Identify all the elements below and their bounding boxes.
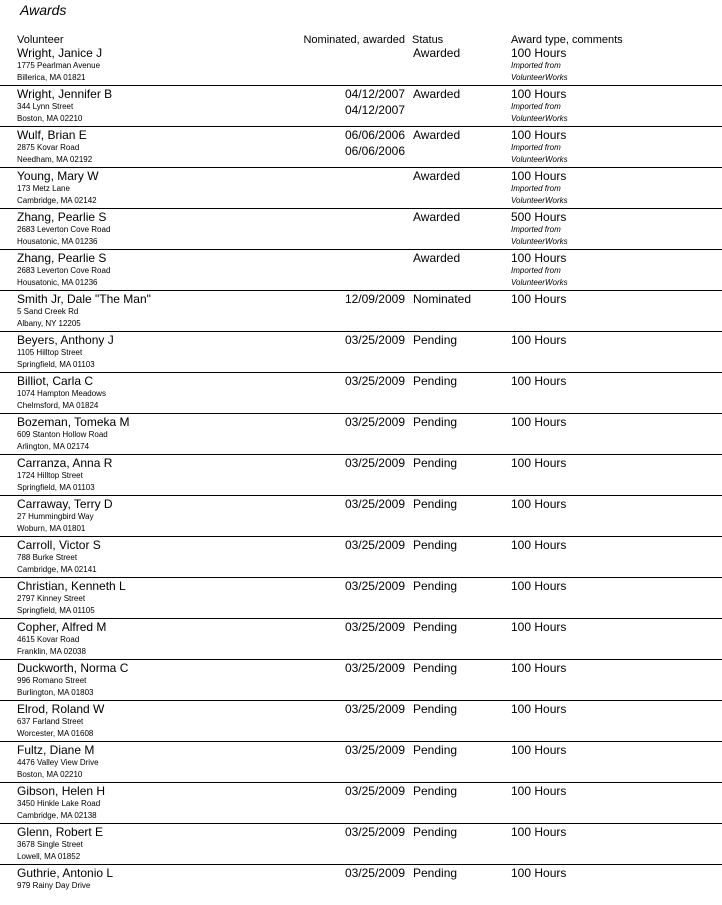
address-line-1: 996 Romano Street xyxy=(17,676,87,685)
awards-list xyxy=(0,45,722,905)
nominated-date: 03/25/2009 xyxy=(344,374,405,388)
table-row xyxy=(0,742,722,783)
award-type: 100 Hours xyxy=(511,415,567,429)
nominated-date: 04/12/2007 xyxy=(344,87,405,101)
status-text: Pending xyxy=(413,702,458,716)
volunteer-name: Wright, Jennifer B xyxy=(17,87,113,101)
address-line-2: Housatonic, MA 01236 xyxy=(17,278,98,287)
address-line-1: 4476 Valley View Drive xyxy=(17,758,99,767)
volunteer-name: Fultz, Diane M xyxy=(17,743,95,757)
column-header-award-type-comments: Award type, comments xyxy=(511,34,623,46)
award-type: 100 Hours xyxy=(511,661,567,675)
volunteer-name: Copher, Alfred M xyxy=(17,620,107,634)
table-row xyxy=(0,824,722,865)
comment-line-1: Imported from xyxy=(511,143,561,152)
table-row xyxy=(0,496,722,537)
award-type: 100 Hours xyxy=(511,374,567,388)
award-type: 500 Hours xyxy=(511,210,567,224)
table-row xyxy=(0,701,722,742)
address-line-2: Chelmsford, MA 01824 xyxy=(17,401,99,410)
award-type: 100 Hours xyxy=(511,866,567,880)
award-type: 100 Hours xyxy=(511,702,567,716)
table-row xyxy=(0,291,722,332)
award-type: 100 Hours xyxy=(511,743,567,757)
status-text: Nominated xyxy=(413,292,472,306)
address-line-2: Lowell, MA 01852 xyxy=(17,852,81,861)
status-text: Awarded xyxy=(413,169,461,183)
nominated-date: 03/25/2009 xyxy=(344,579,405,593)
volunteer-name: Elrod, Roland W xyxy=(17,702,105,716)
comment-line-1: Imported from xyxy=(511,266,561,275)
nominated-date: 03/25/2009 xyxy=(344,497,405,511)
volunteer-name: Billiot, Carla C xyxy=(17,374,94,388)
address-line-2: Boston, MA 02210 xyxy=(17,114,83,123)
address-line-1: 2683 Leverton Cove Road xyxy=(17,225,111,234)
award-type: 100 Hours xyxy=(511,620,567,634)
table-row xyxy=(0,537,722,578)
address-line-1: 1724 Hilltop Street xyxy=(17,471,83,480)
address-line-2: Woburn, MA 01801 xyxy=(17,524,86,533)
comment-line-2: VolunteerWorks xyxy=(511,278,568,287)
nominated-date: 03/25/2009 xyxy=(344,702,405,716)
address-line-2: Albany, NY 12205 xyxy=(17,319,81,328)
address-line-1: 637 Farland Street xyxy=(17,717,84,726)
address-line-1: 2875 Kovar Road xyxy=(17,143,80,152)
address-line-1: 4615 Kovar Road xyxy=(17,635,80,644)
nominated-date: 03/25/2009 xyxy=(344,743,405,757)
volunteer-name: Glenn, Robert E xyxy=(17,825,104,839)
award-type: 100 Hours xyxy=(511,784,567,798)
address-line-1: 788 Burke Street xyxy=(17,553,78,562)
volunteer-name: Smith Jr, Dale "The Man" xyxy=(17,292,151,306)
status-text: Pending xyxy=(413,743,458,757)
nominated-date: 03/25/2009 xyxy=(344,784,405,798)
table-row xyxy=(0,86,722,127)
comment-line-1: Imported from xyxy=(511,184,561,193)
status-text: Pending xyxy=(413,497,458,511)
status-text: Awarded xyxy=(413,251,461,265)
table-row xyxy=(0,332,722,373)
column-header-nominated-awarded: Nominated, awarded xyxy=(303,34,405,46)
address-line-1: 27 Hummingbird Way xyxy=(17,512,94,521)
table-row xyxy=(0,373,722,414)
status-text: Pending xyxy=(413,333,458,347)
address-line-2: Springfield, MA 01103 xyxy=(17,483,95,492)
address-line-2: Burlington, MA 01803 xyxy=(17,688,94,697)
award-type: 100 Hours xyxy=(511,46,567,60)
status-text: Pending xyxy=(413,661,458,675)
status-text: Pending xyxy=(413,784,458,798)
award-type: 100 Hours xyxy=(511,497,567,511)
award-type: 100 Hours xyxy=(511,128,567,142)
award-type: 100 Hours xyxy=(511,825,567,839)
address-line-2: Cambridge, MA 02141 xyxy=(17,565,97,574)
status-text: Pending xyxy=(413,374,458,388)
table-row xyxy=(0,783,722,824)
status-text: Pending xyxy=(413,456,458,470)
address-line-1: 5 Sand Creek Rd xyxy=(17,307,79,316)
table-row xyxy=(0,168,722,209)
award-type: 100 Hours xyxy=(511,579,567,593)
address-line-2: Worcester, MA 01608 xyxy=(17,729,94,738)
address-line-2: Arlington, MA 02174 xyxy=(17,442,90,451)
report-title: Awards xyxy=(20,2,67,18)
table-row xyxy=(0,414,722,455)
nominated-date: 03/25/2009 xyxy=(344,456,405,470)
nominated-date: 03/25/2009 xyxy=(344,333,405,347)
nominated-date: 03/25/2009 xyxy=(344,866,405,880)
status-text: Pending xyxy=(413,620,458,634)
status-text: Pending xyxy=(413,415,458,429)
address-line-2: Needham, MA 02192 xyxy=(17,155,93,164)
table-row xyxy=(0,45,722,86)
award-type: 100 Hours xyxy=(511,538,567,552)
table-row xyxy=(0,619,722,660)
comment-line-1: Imported from xyxy=(511,61,561,70)
address-line-2: Springfield, MA 01105 xyxy=(17,606,95,615)
comment-line-2: VolunteerWorks xyxy=(511,196,568,205)
comment-line-1: Imported from xyxy=(511,225,561,234)
volunteer-name: Beyers, Anthony J xyxy=(17,333,114,347)
volunteer-name: Wright, Janice J xyxy=(17,46,103,60)
column-header-status: Status xyxy=(412,34,444,46)
comment-line-2: VolunteerWorks xyxy=(511,155,568,164)
table-row xyxy=(0,127,722,168)
address-line-1: 1074 Hampton Meadows xyxy=(17,389,106,398)
address-line-1: 2683 Leverton Cove Road xyxy=(17,266,111,275)
volunteer-name: Young, Mary W xyxy=(17,169,99,183)
address-line-1: 2797 Kinney Street xyxy=(17,594,86,603)
volunteer-name: Gibson, Helen H xyxy=(17,784,106,798)
address-line-1: 173 Metz Lane xyxy=(17,184,70,193)
table-row xyxy=(0,865,722,905)
volunteer-name: Carranza, Anna R xyxy=(17,456,113,470)
status-text: Awarded xyxy=(413,46,461,60)
address-line-1: 344 Lynn Street xyxy=(17,102,74,111)
address-line-2: Boston, MA 02210 xyxy=(17,770,83,779)
comment-line-2: VolunteerWorks xyxy=(511,114,568,123)
status-text: Awarded xyxy=(413,128,461,142)
award-type: 100 Hours xyxy=(511,456,567,470)
address-line-2: Housatonic, MA 01236 xyxy=(17,237,98,246)
status-text: Pending xyxy=(413,866,458,880)
nominated-date: 06/06/2006 xyxy=(344,128,405,142)
address-line-2: Franklin, MA 02038 xyxy=(17,647,86,656)
nominated-date: 03/25/2009 xyxy=(344,538,405,552)
address-line-2: Billerica, MA 01821 xyxy=(17,73,86,82)
comment-line-2: VolunteerWorks xyxy=(511,73,568,82)
nominated-date: 03/25/2009 xyxy=(344,415,405,429)
table-row xyxy=(0,578,722,619)
volunteer-name: Zhang, Pearlie S xyxy=(17,210,107,224)
award-type: 100 Hours xyxy=(511,87,567,101)
address-line-1: 3678 Single Street xyxy=(17,840,83,849)
address-line-1: 609 Stanton Hollow Road xyxy=(17,430,108,439)
nominated-date: 12/09/2009 xyxy=(344,292,405,306)
nominated-date: 03/25/2009 xyxy=(344,825,405,839)
address-line-1: 979 Rainy Day Drive xyxy=(17,881,91,890)
status-text: Awarded xyxy=(413,210,461,224)
status-text: Pending xyxy=(413,538,458,552)
address-line-2: Springfield, MA 01103 xyxy=(17,360,95,369)
status-text: Pending xyxy=(413,579,458,593)
address-line-1: 1105 Hilltop Street xyxy=(17,348,83,357)
status-text: Awarded xyxy=(413,87,461,101)
volunteer-name: Duckworth, Norma C xyxy=(17,661,129,675)
address-line-2: Cambridge, MA 02142 xyxy=(17,196,97,205)
table-row xyxy=(0,250,722,291)
table-row xyxy=(0,660,722,701)
comment-line-1: Imported from xyxy=(511,102,561,111)
address-line-1: 3450 Hinkle Lake Road xyxy=(17,799,101,808)
comment-line-2: VolunteerWorks xyxy=(511,237,568,246)
nominated-date: 03/25/2009 xyxy=(344,620,405,634)
table-row xyxy=(0,455,722,496)
status-text: Pending xyxy=(413,825,458,839)
award-type: 100 Hours xyxy=(511,251,567,265)
award-type: 100 Hours xyxy=(511,333,567,347)
volunteer-name: Zhang, Pearlie S xyxy=(17,251,107,265)
volunteer-name: Christian, Kenneth L xyxy=(17,579,126,593)
address-line-1: 1775 Pearlman Avenue xyxy=(17,61,101,70)
address-line-2: Cambridge, MA 02138 xyxy=(17,811,97,820)
volunteer-name: Wulf, Brian E xyxy=(17,128,87,142)
volunteer-name: Guthrie, Antonio L xyxy=(17,866,114,880)
awarded-date: 04/12/2007 xyxy=(344,103,405,117)
table-row xyxy=(0,209,722,250)
volunteer-name: Bozeman, Tomeka M xyxy=(17,415,130,429)
nominated-date: 03/25/2009 xyxy=(344,661,405,675)
award-type: 100 Hours xyxy=(511,169,567,183)
volunteer-name: Carraway, Terry D xyxy=(17,497,113,511)
award-type: 100 Hours xyxy=(511,292,567,306)
column-header-volunteer: Volunteer xyxy=(17,34,64,46)
volunteer-name: Carroll, Victor S xyxy=(17,538,101,552)
awarded-date: 06/06/2006 xyxy=(344,144,405,158)
